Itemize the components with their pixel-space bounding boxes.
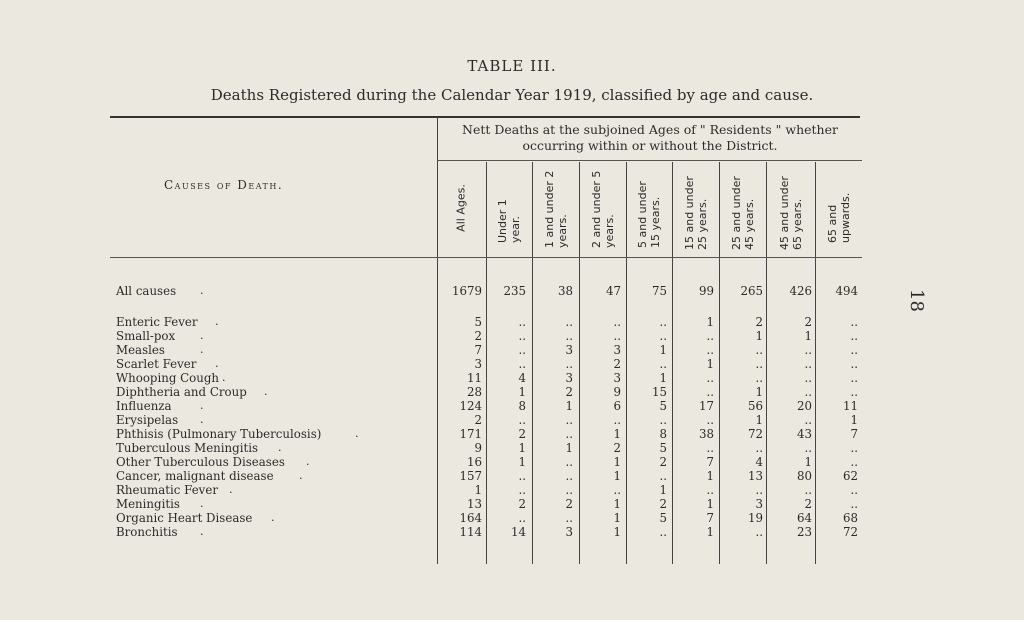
cause-label: Other Tuberculous Diseases xyxy=(116,455,285,469)
table-cell: .. xyxy=(850,483,858,497)
table-cell: .. xyxy=(659,329,667,343)
leader-dots: . xyxy=(200,329,206,342)
table-cell: .. xyxy=(565,413,573,427)
leader-dots: . xyxy=(215,357,221,370)
table-cell: .. xyxy=(850,329,858,343)
table-cell: .. xyxy=(518,413,526,427)
table-cell: .. xyxy=(659,413,667,427)
table-cell: .. xyxy=(706,371,714,385)
table-cell: .. xyxy=(565,357,573,371)
table-row xyxy=(0,385,1024,399)
table-row xyxy=(0,413,1024,427)
table-cell: .. xyxy=(518,469,526,483)
column-header-all-ages: All Ages. xyxy=(454,184,468,232)
table-row xyxy=(0,455,1024,469)
table-row xyxy=(0,525,1024,539)
cause-label: Measles xyxy=(116,343,165,357)
table-cell: .. xyxy=(850,371,858,385)
table-cell: .. xyxy=(804,343,812,357)
cause-label: Erysipelas xyxy=(116,413,179,427)
table-cell: .. xyxy=(850,357,858,371)
table-cell: 1 xyxy=(613,427,621,441)
table-row xyxy=(0,315,1024,329)
table-cell: .. xyxy=(804,483,812,497)
table-cell: 20 xyxy=(796,399,812,413)
table-cell: 38 xyxy=(557,284,573,298)
table-cell: 17 xyxy=(698,399,714,413)
leader-dots: . xyxy=(299,469,305,482)
table-cell: .. xyxy=(755,371,763,385)
table-cell: 1 xyxy=(474,483,482,497)
table-cell: 6 xyxy=(613,399,621,413)
table-row xyxy=(0,371,1024,385)
column-header-15-25: 15 and under 25 years. xyxy=(683,176,709,250)
table-cell: 1679 xyxy=(451,284,482,298)
table-cell: 11 xyxy=(466,371,482,385)
table-cell: 5 xyxy=(659,511,667,525)
page-number: 18 xyxy=(905,289,927,312)
column-header-65-up: 65 and upwards. xyxy=(826,192,852,243)
table-cell: .. xyxy=(518,483,526,497)
table-cell: 2 xyxy=(518,427,526,441)
table-cell: .. xyxy=(518,329,526,343)
table-cell: 75 xyxy=(651,284,667,298)
table-cell: .. xyxy=(706,483,714,497)
table-cell: .. xyxy=(755,525,763,539)
table-cell: .. xyxy=(804,441,812,455)
column-header-1-2: 1 and under 2 years. xyxy=(543,170,569,248)
cause-label: Organic Heart Disease xyxy=(116,511,253,525)
table-cell: 3 xyxy=(565,343,573,357)
table-cell: 62 xyxy=(842,469,858,483)
table-row xyxy=(0,343,1024,357)
table-cell: 2 xyxy=(755,315,763,329)
table-cell: 2 xyxy=(613,441,621,455)
table-cell: 114 xyxy=(459,525,482,539)
table-cell: .. xyxy=(850,315,858,329)
table-cell: 64 xyxy=(796,511,812,525)
table-title: TABLE III. xyxy=(467,57,557,75)
column-header-2-5: 2 and under 5 years. xyxy=(590,170,616,248)
table-row xyxy=(0,284,1024,298)
table-cell: 72 xyxy=(842,525,858,539)
table-cell: .. xyxy=(755,483,763,497)
table-cell: 1 xyxy=(613,469,621,483)
table-cell: 28 xyxy=(466,385,482,399)
table-cell: .. xyxy=(850,385,858,399)
table-cell: 3 xyxy=(613,371,621,385)
table-row xyxy=(0,483,1024,497)
table-cell: 14 xyxy=(510,525,526,539)
table-cell: .. xyxy=(613,329,621,343)
leader-dots: . xyxy=(200,343,206,356)
table-cell: 9 xyxy=(474,441,482,455)
table-cell: 1 xyxy=(613,497,621,511)
table-cell: 2 xyxy=(659,455,667,469)
table-cell: .. xyxy=(850,497,858,511)
table-cell: 1 xyxy=(518,455,526,469)
table-cell: 47 xyxy=(605,284,621,298)
table-cell: 1 xyxy=(804,329,812,343)
table-cell: 5 xyxy=(474,315,482,329)
column-header-5-15: 5 and under 15 years. xyxy=(636,181,662,248)
table-cell: 1 xyxy=(518,385,526,399)
table-row xyxy=(0,357,1024,371)
table-cell: 1 xyxy=(706,469,714,483)
table-cell: .. xyxy=(850,343,858,357)
table-cell: 13 xyxy=(466,497,482,511)
table-cell: 7 xyxy=(474,343,482,357)
table-cell: .. xyxy=(804,413,812,427)
table-cell: 1 xyxy=(518,441,526,455)
table-cell: 235 xyxy=(503,284,526,298)
table-cell: 1 xyxy=(755,329,763,343)
header-bottom-rule xyxy=(110,257,862,258)
cause-label: Cancer, malignant disease xyxy=(116,469,274,483)
table-cell: 3 xyxy=(613,343,621,357)
cause-label: Meningitis xyxy=(116,497,180,511)
group-header: Nett Deaths at the subjoined Ages of " Residents " whether occurring within or without the District. xyxy=(462,122,838,153)
table-cell: 4 xyxy=(755,455,763,469)
leader-dots: . xyxy=(200,525,206,538)
table-cell: 38 xyxy=(698,427,714,441)
table-cell: 1 xyxy=(755,385,763,399)
table-cell: .. xyxy=(565,427,573,441)
table-cell: .. xyxy=(659,525,667,539)
table-cell: 2 xyxy=(659,497,667,511)
table-cell: 43 xyxy=(796,427,812,441)
leader-dots: . xyxy=(229,483,235,496)
table-cell: .. xyxy=(518,357,526,371)
table-cell: 2 xyxy=(518,497,526,511)
table-cell: .. xyxy=(659,469,667,483)
table-cell: 157 xyxy=(459,469,482,483)
table-cell: 72 xyxy=(747,427,763,441)
table-cell: .. xyxy=(706,413,714,427)
table-cell: 1 xyxy=(804,455,812,469)
table-cell: 99 xyxy=(698,284,714,298)
cause-label: Scarlet Fever xyxy=(116,357,197,371)
table-cell: 3 xyxy=(565,371,573,385)
leader-dots: . xyxy=(200,413,206,426)
leader-dots: . xyxy=(271,511,277,524)
table-cell: .. xyxy=(518,315,526,329)
cause-label: All causes xyxy=(116,284,177,298)
table-cell: .. xyxy=(565,455,573,469)
table-cell: 1 xyxy=(613,525,621,539)
table-cell: 171 xyxy=(459,427,482,441)
table-row xyxy=(0,441,1024,455)
table-cell: .. xyxy=(613,315,621,329)
table-cell: 5 xyxy=(659,441,667,455)
table-cell: .. xyxy=(565,511,573,525)
table-cell: 9 xyxy=(613,385,621,399)
table-cell: 1 xyxy=(565,399,573,413)
leader-dots: . xyxy=(200,399,206,412)
table-row xyxy=(0,511,1024,525)
table-cell: 1 xyxy=(755,413,763,427)
table-cell: 2 xyxy=(474,413,482,427)
cause-label: Tuberculous Meningitis xyxy=(116,441,259,455)
table-cell: 1 xyxy=(706,525,714,539)
top-rule xyxy=(110,116,860,118)
table-cell: .. xyxy=(755,441,763,455)
table-cell: .. xyxy=(613,413,621,427)
cause-label: Small-pox xyxy=(116,329,176,343)
table-row xyxy=(0,497,1024,511)
table-cell: 1 xyxy=(659,483,667,497)
table-cell: 11 xyxy=(842,399,858,413)
table-cell: 3 xyxy=(474,357,482,371)
table-cell: 7 xyxy=(850,427,858,441)
table-cell: 1 xyxy=(565,441,573,455)
table-cell: 164 xyxy=(459,511,482,525)
table-cell: 19 xyxy=(747,511,763,525)
table-cell: 2 xyxy=(613,357,621,371)
leader-dots: . xyxy=(222,371,228,384)
leader-dots: . xyxy=(355,427,361,440)
table-cell: 15 xyxy=(651,385,667,399)
leader-dots: . xyxy=(200,284,206,297)
table-cell: 494 xyxy=(835,284,858,298)
table-cell: .. xyxy=(659,357,667,371)
column-header-45-65: 45 and under 65 years. xyxy=(778,176,804,250)
table-cell: 1 xyxy=(706,497,714,511)
table-cell: 1 xyxy=(659,343,667,357)
table-cell: .. xyxy=(565,483,573,497)
table-cell: 8 xyxy=(659,427,667,441)
table-cell: 2 xyxy=(804,315,812,329)
table-cell: 7 xyxy=(706,511,714,525)
leader-dots: . xyxy=(215,315,221,328)
table-cell: .. xyxy=(706,385,714,399)
table-cell: .. xyxy=(850,441,858,455)
cause-label: Rheumatic Fever xyxy=(116,483,218,497)
table-cell: 13 xyxy=(747,469,763,483)
table-cell: 124 xyxy=(459,399,482,413)
table-cell: 1 xyxy=(659,371,667,385)
table-cell: 3 xyxy=(755,497,763,511)
table-cell: 265 xyxy=(740,284,763,298)
table-cell: 2 xyxy=(565,385,573,399)
cause-label: Diphtheria and Croup xyxy=(116,385,247,399)
cause-label: Whooping Cough xyxy=(116,371,220,385)
table-row xyxy=(0,469,1024,483)
table-cell: .. xyxy=(518,511,526,525)
cause-label: Influenza xyxy=(116,399,172,413)
table-cell: 4 xyxy=(518,371,526,385)
table-cell: .. xyxy=(804,385,812,399)
column-header-under-1: Under 1 year. xyxy=(496,199,522,243)
table-cell: .. xyxy=(518,343,526,357)
leader-dots: . xyxy=(200,497,206,510)
table-row xyxy=(0,427,1024,441)
table-cell: 56 xyxy=(747,399,763,413)
cause-label: Enteric Fever xyxy=(116,315,198,329)
table-cell: 1 xyxy=(706,315,714,329)
table-cell: 5 xyxy=(659,399,667,413)
table-cell: .. xyxy=(565,329,573,343)
table-cell: .. xyxy=(565,469,573,483)
cause-label: Phthisis (Pulmonary Tuberculosis) xyxy=(116,427,322,441)
table-cell: .. xyxy=(706,329,714,343)
cause-label: Bronchitis xyxy=(116,525,178,539)
table-cell: 23 xyxy=(796,525,812,539)
leader-dots: . xyxy=(264,385,270,398)
table-cell: 8 xyxy=(518,399,526,413)
table-cell: .. xyxy=(659,315,667,329)
table-cell: .. xyxy=(755,343,763,357)
table-cell: 80 xyxy=(796,469,812,483)
table-cell: 426 xyxy=(789,284,812,298)
table-cell: 2 xyxy=(804,497,812,511)
table-cell: 7 xyxy=(706,455,714,469)
table-cell: 3 xyxy=(565,525,573,539)
leader-dots: . xyxy=(306,455,312,468)
column-header-25-45: 25 and under 45 years. xyxy=(730,176,756,250)
table-cell: 16 xyxy=(466,455,482,469)
table-cell: 1 xyxy=(850,413,858,427)
table-cell: 1 xyxy=(706,357,714,371)
leader-dots: . xyxy=(278,441,284,454)
table-subtitle: Deaths Registered during the Calendar Year 1919, classified by age and cause. xyxy=(210,86,814,104)
table-cell: .. xyxy=(804,371,812,385)
table-row xyxy=(0,399,1024,413)
table-row xyxy=(0,329,1024,343)
table-cell: .. xyxy=(850,455,858,469)
table-cell: 1 xyxy=(613,511,621,525)
table-cell: 68 xyxy=(842,511,858,525)
table-cell: .. xyxy=(804,357,812,371)
table-cell: .. xyxy=(706,343,714,357)
table-cell: .. xyxy=(613,483,621,497)
table-cell: 2 xyxy=(474,329,482,343)
causes-header: Causes of Death. xyxy=(164,178,284,192)
table-cell: .. xyxy=(706,441,714,455)
table-cell: 2 xyxy=(565,497,573,511)
table-cell: .. xyxy=(755,357,763,371)
table-cell: .. xyxy=(565,315,573,329)
header-subrule xyxy=(437,160,862,161)
table-cell: 1 xyxy=(613,455,621,469)
